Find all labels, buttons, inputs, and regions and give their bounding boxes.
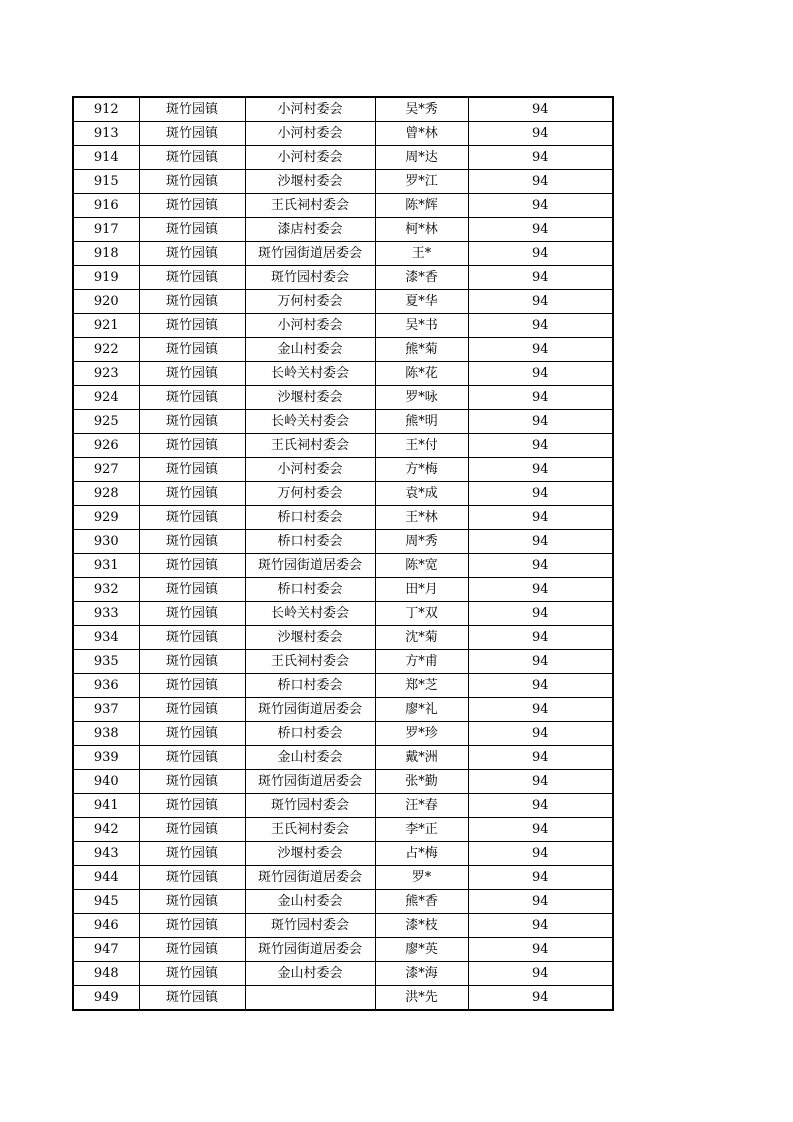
value-cell: 94 <box>468 218 613 242</box>
value-cell: 94 <box>468 986 613 1011</box>
serial-number-cell: 933 <box>73 602 139 626</box>
serial-number-cell: 924 <box>73 386 139 410</box>
value-cell: 94 <box>468 314 613 338</box>
committee-cell: 桥口村委会 <box>245 578 375 602</box>
committee-cell: 小河村委会 <box>245 314 375 338</box>
table-row <box>73 386 613 410</box>
serial-number-cell: 914 <box>73 146 139 170</box>
table-row <box>73 626 613 650</box>
committee-cell: 沙堰村委会 <box>245 386 375 410</box>
town-cell: 斑竹园镇 <box>139 506 245 530</box>
table-row <box>73 650 613 674</box>
value-cell: 94 <box>468 602 613 626</box>
serial-number-cell: 939 <box>73 746 139 770</box>
town-cell: 斑竹园镇 <box>139 122 245 146</box>
table-row <box>73 842 613 866</box>
person-name-cell: 沈*菊 <box>375 626 468 650</box>
person-name-cell: 罗*珍 <box>375 722 468 746</box>
person-name-cell: 曾*林 <box>375 122 468 146</box>
table-row <box>73 458 613 482</box>
value-cell: 94 <box>468 842 613 866</box>
value-cell: 94 <box>468 362 613 386</box>
person-name-cell: 郑*芝 <box>375 674 468 698</box>
town-cell: 斑竹园镇 <box>139 866 245 890</box>
serial-number-cell: 949 <box>73 986 139 1011</box>
committee-cell: 桥口村委会 <box>245 722 375 746</box>
table-row <box>73 962 613 986</box>
serial-number-cell: 917 <box>73 218 139 242</box>
value-cell: 94 <box>468 338 613 362</box>
serial-number-cell: 922 <box>73 338 139 362</box>
table-row <box>73 338 613 362</box>
person-name-cell: 罗* <box>375 866 468 890</box>
town-cell: 斑竹园镇 <box>139 194 245 218</box>
committee-cell: 金山村委会 <box>245 890 375 914</box>
value-cell: 94 <box>468 434 613 458</box>
value-cell: 94 <box>468 794 613 818</box>
value-cell: 94 <box>468 722 613 746</box>
serial-number-cell: 923 <box>73 362 139 386</box>
committee-cell: 长岭关村委会 <box>245 362 375 386</box>
table-row <box>73 482 613 506</box>
table-row <box>73 770 613 794</box>
committee-cell: 万何村委会 <box>245 290 375 314</box>
table-row <box>73 97 613 122</box>
town-cell: 斑竹园镇 <box>139 458 245 482</box>
serial-number-cell: 928 <box>73 482 139 506</box>
person-name-cell: 熊*菊 <box>375 338 468 362</box>
committee-cell: 斑竹园街道居委会 <box>245 698 375 722</box>
committee-cell: 漆店村委会 <box>245 218 375 242</box>
value-cell: 94 <box>468 650 613 674</box>
town-cell: 斑竹园镇 <box>139 530 245 554</box>
committee-cell: 小河村委会 <box>245 122 375 146</box>
person-name-cell: 占*梅 <box>375 842 468 866</box>
town-cell: 斑竹园镇 <box>139 482 245 506</box>
value-cell: 94 <box>468 194 613 218</box>
serial-number-cell: 931 <box>73 554 139 578</box>
person-name-cell: 吴*书 <box>375 314 468 338</box>
table-row <box>73 938 613 962</box>
person-name-cell: 廖*礼 <box>375 698 468 722</box>
person-name-cell: 夏*华 <box>375 290 468 314</box>
town-cell: 斑竹园镇 <box>139 818 245 842</box>
serial-number-cell: 947 <box>73 938 139 962</box>
committee-cell: 金山村委会 <box>245 746 375 770</box>
person-name-cell: 漆*香 <box>375 266 468 290</box>
table-row <box>73 122 613 146</box>
serial-number-cell: 927 <box>73 458 139 482</box>
committee-cell: 斑竹园街道居委会 <box>245 866 375 890</box>
committee-cell: 斑竹园街道居委会 <box>245 770 375 794</box>
person-name-cell: 田*月 <box>375 578 468 602</box>
value-cell: 94 <box>468 698 613 722</box>
committee-cell: 斑竹园街道居委会 <box>245 554 375 578</box>
committee-cell: 斑竹园村委会 <box>245 794 375 818</box>
value-cell: 94 <box>468 290 613 314</box>
town-cell: 斑竹园镇 <box>139 386 245 410</box>
value-cell: 94 <box>468 890 613 914</box>
person-name-cell: 袁*成 <box>375 482 468 506</box>
person-name-cell: 方*梅 <box>375 458 468 482</box>
person-name-cell: 陈*辉 <box>375 194 468 218</box>
town-cell: 斑竹园镇 <box>139 410 245 434</box>
serial-number-cell: 936 <box>73 674 139 698</box>
serial-number-cell: 935 <box>73 650 139 674</box>
committee-cell: 金山村委会 <box>245 962 375 986</box>
town-cell: 斑竹园镇 <box>139 146 245 170</box>
table-row <box>73 530 613 554</box>
table-row <box>73 242 613 266</box>
serial-number-cell: 912 <box>73 97 139 122</box>
value-cell: 94 <box>468 506 613 530</box>
table-row <box>73 866 613 890</box>
serial-number-cell: 918 <box>73 242 139 266</box>
person-name-cell: 漆*枝 <box>375 914 468 938</box>
table-row <box>73 794 613 818</box>
town-cell: 斑竹园镇 <box>139 674 245 698</box>
person-name-cell: 王*林 <box>375 506 468 530</box>
table-row <box>73 170 613 194</box>
committee-cell: 桥口村委会 <box>245 674 375 698</box>
value-cell: 94 <box>468 866 613 890</box>
town-cell: 斑竹园镇 <box>139 842 245 866</box>
town-cell: 斑竹园镇 <box>139 986 245 1011</box>
table-row <box>73 890 613 914</box>
town-cell: 斑竹园镇 <box>139 962 245 986</box>
table-row <box>73 674 613 698</box>
town-cell: 斑竹园镇 <box>139 626 245 650</box>
table-row <box>73 506 613 530</box>
town-cell: 斑竹园镇 <box>139 602 245 626</box>
person-name-cell: 柯*林 <box>375 218 468 242</box>
serial-number-cell: 948 <box>73 962 139 986</box>
value-cell: 94 <box>468 122 613 146</box>
table-row <box>73 410 613 434</box>
value-cell: 94 <box>468 674 613 698</box>
committee-cell: 桥口村委会 <box>245 506 375 530</box>
committee-cell: 沙堰村委会 <box>245 170 375 194</box>
serial-number-cell: 932 <box>73 578 139 602</box>
value-cell: 94 <box>468 266 613 290</box>
serial-number-cell: 940 <box>73 770 139 794</box>
table-row <box>73 266 613 290</box>
serial-number-cell: 920 <box>73 290 139 314</box>
person-name-cell: 王*付 <box>375 434 468 458</box>
person-name-cell: 汪*春 <box>375 794 468 818</box>
serial-number-cell: 946 <box>73 914 139 938</box>
person-name-cell: 周*达 <box>375 146 468 170</box>
table-row <box>73 290 613 314</box>
committee-cell: 斑竹园村委会 <box>245 266 375 290</box>
value-cell: 94 <box>468 914 613 938</box>
table-row <box>73 578 613 602</box>
value-cell: 94 <box>468 530 613 554</box>
person-name-cell: 王* <box>375 242 468 266</box>
committee-cell: 长岭关村委会 <box>245 602 375 626</box>
person-name-cell: 熊*香 <box>375 890 468 914</box>
town-cell: 斑竹园镇 <box>139 890 245 914</box>
committee-cell <box>245 986 375 1011</box>
person-name-cell: 洪*先 <box>375 986 468 1011</box>
town-cell: 斑竹园镇 <box>139 362 245 386</box>
serial-number-cell: 941 <box>73 794 139 818</box>
value-cell: 94 <box>468 386 613 410</box>
value-cell: 94 <box>468 410 613 434</box>
serial-number-cell: 943 <box>73 842 139 866</box>
table-row <box>73 218 613 242</box>
value-cell: 94 <box>468 626 613 650</box>
serial-number-cell: 929 <box>73 506 139 530</box>
town-cell: 斑竹园镇 <box>139 914 245 938</box>
person-name-cell: 罗*江 <box>375 170 468 194</box>
town-cell: 斑竹园镇 <box>139 650 245 674</box>
town-cell: 斑竹园镇 <box>139 218 245 242</box>
table-row <box>73 362 613 386</box>
person-name-cell: 吴*秀 <box>375 97 468 122</box>
serial-number-cell: 921 <box>73 314 139 338</box>
table-row <box>73 146 613 170</box>
town-cell: 斑竹园镇 <box>139 290 245 314</box>
value-cell: 94 <box>468 578 613 602</box>
town-cell: 斑竹园镇 <box>139 266 245 290</box>
record-table <box>72 96 614 1011</box>
person-name-cell: 方*甫 <box>375 650 468 674</box>
person-name-cell: 张*勤 <box>375 770 468 794</box>
serial-number-cell: 919 <box>73 266 139 290</box>
value-cell: 94 <box>468 938 613 962</box>
serial-number-cell: 938 <box>73 722 139 746</box>
town-cell: 斑竹园镇 <box>139 746 245 770</box>
table-row <box>73 602 613 626</box>
committee-cell: 长岭关村委会 <box>245 410 375 434</box>
table-row <box>73 554 613 578</box>
value-cell: 94 <box>468 770 613 794</box>
town-cell: 斑竹园镇 <box>139 938 245 962</box>
serial-number-cell: 937 <box>73 698 139 722</box>
serial-number-cell: 930 <box>73 530 139 554</box>
table-row <box>73 698 613 722</box>
committee-cell: 小河村委会 <box>245 146 375 170</box>
serial-number-cell: 945 <box>73 890 139 914</box>
person-name-cell: 陈*花 <box>375 362 468 386</box>
town-cell: 斑竹园镇 <box>139 170 245 194</box>
record-table-body <box>73 97 613 1010</box>
committee-cell: 王氏祠村委会 <box>245 818 375 842</box>
person-name-cell: 罗*咏 <box>375 386 468 410</box>
committee-cell: 沙堰村委会 <box>245 842 375 866</box>
serial-number-cell: 915 <box>73 170 139 194</box>
committee-cell: 桥口村委会 <box>245 530 375 554</box>
town-cell: 斑竹园镇 <box>139 698 245 722</box>
table-row <box>73 434 613 458</box>
person-name-cell: 戴*洲 <box>375 746 468 770</box>
committee-cell: 金山村委会 <box>245 338 375 362</box>
person-name-cell: 丁*双 <box>375 602 468 626</box>
serial-number-cell: 925 <box>73 410 139 434</box>
table-row <box>73 722 613 746</box>
person-name-cell: 陈*宽 <box>375 554 468 578</box>
town-cell: 斑竹园镇 <box>139 770 245 794</box>
person-name-cell: 廖*英 <box>375 938 468 962</box>
town-cell: 斑竹园镇 <box>139 794 245 818</box>
serial-number-cell: 942 <box>73 818 139 842</box>
town-cell: 斑竹园镇 <box>139 242 245 266</box>
committee-cell: 王氏祠村委会 <box>245 434 375 458</box>
table-row <box>73 986 613 1011</box>
committee-cell: 斑竹园街道居委会 <box>245 242 375 266</box>
committee-cell: 小河村委会 <box>245 458 375 482</box>
town-cell: 斑竹园镇 <box>139 97 245 122</box>
committee-cell: 斑竹园街道居委会 <box>245 938 375 962</box>
committee-cell: 小河村委会 <box>245 97 375 122</box>
value-cell: 94 <box>468 97 613 122</box>
serial-number-cell: 926 <box>73 434 139 458</box>
serial-number-cell: 916 <box>73 194 139 218</box>
value-cell: 94 <box>468 146 613 170</box>
serial-number-cell: 913 <box>73 122 139 146</box>
person-name-cell: 漆*海 <box>375 962 468 986</box>
committee-cell: 沙堰村委会 <box>245 626 375 650</box>
serial-number-cell: 934 <box>73 626 139 650</box>
person-name-cell: 李*正 <box>375 818 468 842</box>
table-row <box>73 818 613 842</box>
committee-cell: 斑竹园村委会 <box>245 914 375 938</box>
value-cell: 94 <box>468 242 613 266</box>
table-row <box>73 194 613 218</box>
town-cell: 斑竹园镇 <box>139 314 245 338</box>
table-row <box>73 746 613 770</box>
town-cell: 斑竹园镇 <box>139 722 245 746</box>
person-name-cell: 熊*明 <box>375 410 468 434</box>
committee-cell: 王氏祠村委会 <box>245 650 375 674</box>
value-cell: 94 <box>468 458 613 482</box>
value-cell: 94 <box>468 746 613 770</box>
town-cell: 斑竹园镇 <box>139 338 245 362</box>
serial-number-cell: 944 <box>73 866 139 890</box>
value-cell: 94 <box>468 482 613 506</box>
value-cell: 94 <box>468 962 613 986</box>
town-cell: 斑竹园镇 <box>139 434 245 458</box>
town-cell: 斑竹园镇 <box>139 578 245 602</box>
value-cell: 94 <box>468 170 613 194</box>
person-name-cell: 周*秀 <box>375 530 468 554</box>
committee-cell: 万何村委会 <box>245 482 375 506</box>
value-cell: 94 <box>468 818 613 842</box>
town-cell: 斑竹园镇 <box>139 554 245 578</box>
table-row <box>73 314 613 338</box>
value-cell: 94 <box>468 554 613 578</box>
committee-cell: 王氏祠村委会 <box>245 194 375 218</box>
table-row <box>73 914 613 938</box>
